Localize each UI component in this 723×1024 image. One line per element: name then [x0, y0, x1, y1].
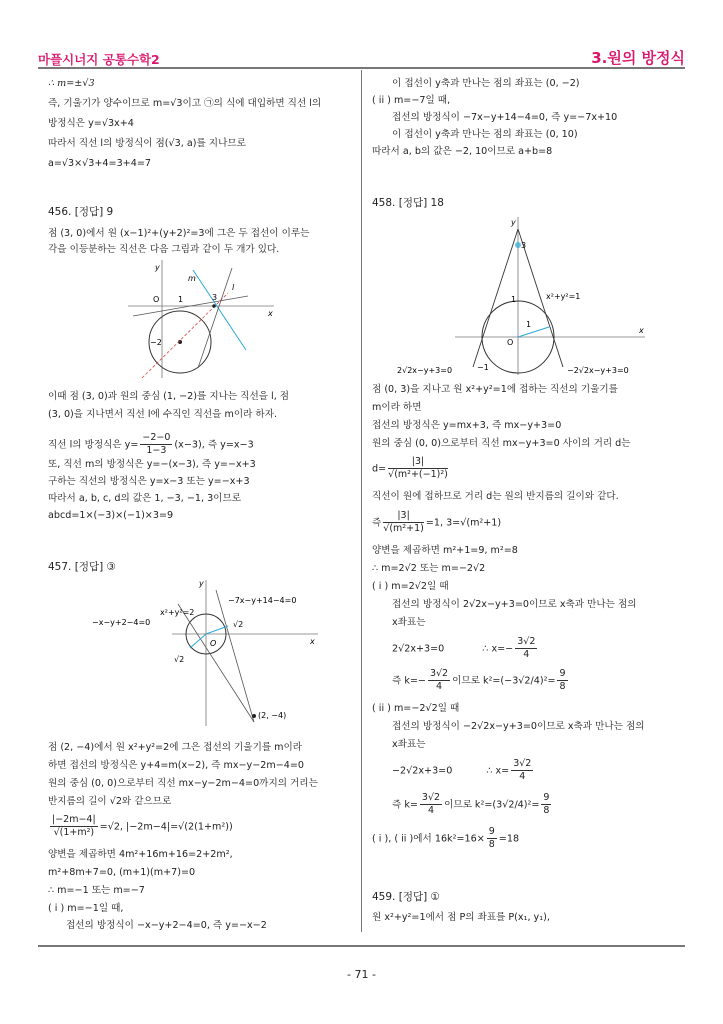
text-line: 직선 l의 방정식은 y=: [48, 439, 139, 451]
point-2-neg4: [252, 714, 256, 718]
figure-457: [88, 578, 320, 728]
text-line: 접선의 방정식이 2√2x−y+3=0이므로 x축과 만나는 점의: [392, 599, 637, 610]
text-line: 방정식은 y=√3x+4: [48, 118, 134, 129]
text-line: 즉, 기울기가 양수이므로 m=√3이고 ㉠의 식에 대입하면 직선 l의: [48, 98, 322, 109]
text-line: 이므로 k²=: [452, 675, 501, 687]
line-m: [193, 270, 246, 350]
fraction: $\frac{-2-0}{1-3}$: [142, 432, 171, 456]
text-line: ( ii ) m=−2√2일 때: [372, 703, 460, 714]
text-line: ∴ x=: [486, 765, 510, 777]
tick-neg1: −1: [477, 363, 489, 372]
text-line: 점 (3, 0)에서 원 (x−1)²+(y+2)²=3에 그은 두 접선이 이루는: [48, 228, 310, 239]
radius: [518, 327, 549, 337]
text-line: [392, 636, 539, 663]
line-right-label: −2√2x−y+3=0: [567, 366, 629, 375]
text-line: 2√2x+3=0: [392, 643, 445, 655]
text-line: 이때 점 (3, 0)과 원의 중심 (1, −2)를 지나는 직선을 l, 점: [48, 391, 290, 402]
text-line: (x−3), 즉 y=x−3: [174, 439, 254, 451]
text-line: ( i ), ( ii )에서 16k²=16×: [372, 833, 485, 845]
x-label: x: [268, 309, 273, 318]
tick-1: 1: [178, 295, 184, 304]
text-line: m²+8m+7=0, (m+1)(m+7)=0: [48, 867, 196, 878]
circle-label: x²+y²=2: [160, 608, 195, 617]
text-line: a=√3×√3+4=3+4=7: [48, 158, 151, 169]
text-line: [392, 758, 535, 785]
x-label: x: [639, 326, 644, 335]
text-line: 양변을 제곱하면 m²+1=9, m²=8: [372, 545, 518, 556]
line1-label: −7x−y+14−4=0: [228, 596, 297, 605]
text-line: [48, 814, 233, 841]
text-line: 접선의 방정식이 −x−y+2−4=0, 즉 y=−x−2: [66, 920, 267, 931]
text-line: 양변을 제곱하면 4m²+16m+16=2+2m²,: [48, 849, 233, 860]
text-line: 원의 중심 (0, 0)으로부터 직선 mx−y+3=0 사이의 거리 d는: [372, 438, 631, 449]
origin-label: O: [210, 639, 217, 648]
problem-456-title: 456. [정답] 9: [48, 206, 114, 218]
text-line: 따라서 직선 l의 방정식이 점(√3, a)를 지나므로: [48, 138, 246, 149]
fraction: $\frac{3√2}{4}$: [421, 792, 441, 816]
text-line: 이 접선이 y축과 만나는 점의 좌표는 (0, 10): [392, 129, 578, 140]
fraction: $\frac{3√2}{4}$: [513, 758, 532, 782]
fraction: $\frac{|3|}{\text{√(m²+1)}}$: [383, 510, 424, 534]
fraction: $\frac{3√2}{4}$: [517, 636, 536, 660]
sqrt2-label-b: √2: [174, 655, 185, 664]
tangent-m-neg7: [216, 590, 254, 722]
text-line: 하면 접선의 방정식은 y+4=m(x−2), 즉 mx−y−2m−4=0: [48, 760, 304, 771]
text-line: [392, 668, 570, 695]
y-label: y: [511, 218, 516, 227]
m-label: m: [188, 274, 196, 283]
text-line: 직선이 원에 접하므로 거리 d는 원의 반지름의 길이와 같다.: [372, 491, 619, 502]
fraction: $\frac{3√2}{4}$: [429, 668, 449, 692]
fraction: $\frac{9}{8}$: [543, 792, 550, 816]
fraction: $\frac{|3|}{\text{√(m²+(−1)²)}}$: [388, 456, 448, 480]
text-line: =√2, |−2m−4|=√(2(1+m²)): [99, 821, 233, 833]
text-line: 반지름의 길이 √2와 같으므로: [48, 796, 172, 807]
origin-label: O: [507, 338, 514, 347]
text-line: x좌표는: [392, 739, 426, 750]
line2-label: −x−y+2−4=0: [92, 618, 151, 627]
point-3-0: [212, 304, 216, 308]
text-line: 각을 이등분하는 직선은 다음 그림과 같이 두 개가 있다.: [48, 244, 280, 255]
column-divider: [361, 70, 362, 932]
text-line: 따라서 a, b의 값은 −2, 10이므로 a+b=8: [372, 146, 553, 157]
text-line: 또, 직선 m의 방정식은 y=−(x−3), 즉 y=−x+3: [48, 459, 256, 470]
text-line: 구하는 직선의 방정식은 y=x−3 또는 y=−x+3: [48, 476, 250, 487]
sqrt2-label-a: √2: [233, 620, 244, 629]
text-line: ∴ m=±√3: [48, 78, 95, 89]
tick-neg2: −2: [150, 338, 162, 347]
page-number: - 71 -: [347, 968, 376, 981]
text-line: =: [547, 675, 556, 687]
text-line: abcd=1×(−3)×(−1)×3=9: [48, 510, 174, 521]
fraction: $\frac{9}{8}$: [488, 826, 495, 850]
text-line: ∴ m=2√2 또는 m=−2√2: [372, 563, 486, 574]
text-line: ( i ) m=2√2일 때: [372, 581, 449, 592]
origin-label: O: [153, 295, 160, 304]
text-line: 즉 k=−: [392, 675, 426, 687]
footer-rule: [38, 945, 685, 947]
text-line: [372, 510, 501, 537]
point-label: (2, −4): [258, 711, 287, 720]
problem-459-title: 459. [정답] ①: [372, 891, 440, 903]
text-line: =1, 3=√(m²+1): [425, 517, 502, 529]
tick-3: 3: [212, 293, 218, 302]
chapter-title: 3.원의 방정식: [591, 49, 685, 67]
text-line: [392, 792, 553, 819]
book-title: 마플시너지 공통수학2: [38, 52, 160, 67]
text-line: 접선의 방정식이 −2√2x−y+3=0이므로 x축과 만나는 점의: [392, 721, 645, 732]
l-label: l: [232, 283, 235, 292]
text-line: =: [531, 799, 540, 811]
text-line: 점 (2, −4)에서 원 x²+y²=2에 그은 접선의 기울기를 m이라: [48, 742, 303, 753]
text-line: ∴ x=−: [482, 643, 514, 655]
text-line: 원 x²+y²=1에서 점 P의 좌표를 P(x₁, y₁),: [372, 912, 550, 923]
tick-3: 3: [521, 241, 527, 250]
text-line: 따라서 a, b, c, d의 값은 1, −3, −1, 3이므로: [48, 493, 241, 504]
tick-1b: 1: [526, 320, 532, 329]
header-rule: [38, 67, 685, 69]
text-line: 접선의 방정식은 y=mx+3, 즉 mx−y+3=0: [372, 420, 562, 431]
text-line: m이라 하면: [372, 402, 422, 413]
text-line: 즉 k=: [392, 799, 418, 811]
tick-1: 1: [511, 295, 517, 304]
text-line: [372, 456, 450, 483]
y-label: y: [199, 579, 204, 588]
problem-457-title: 457. [정답] ③: [48, 561, 116, 573]
figure-458: [395, 215, 650, 380]
text-line: ∴ m=−1 또는 m=−7: [48, 885, 145, 896]
x-label: x: [310, 637, 315, 646]
text-line: ( ii ) m=−7일 때,: [372, 95, 451, 106]
text-line: 즉: [372, 517, 382, 529]
circle-label: x²+y²=1: [546, 292, 581, 301]
text-line: x좌표는: [392, 617, 426, 628]
text-line: 접선의 방정식이 −7x−y+14−4=0, 즉 y=−7x+10: [392, 112, 618, 123]
text-line: 이 접선이 y축과 만나는 점의 좌표는 (0, −2): [392, 78, 580, 89]
text-line: =18: [498, 833, 520, 845]
fraction: $\frac{|-2m-4|}{\text{√(1+m²)}}$: [52, 814, 96, 838]
line-left-label: 2√2x−y+3=0: [397, 366, 453, 375]
radius-1: [206, 626, 228, 634]
text-line: −2√2x+3=0: [392, 765, 453, 777]
text-line: 원의 중심 (0, 0)으로부터 직선 mx−y−2m−4=0까지의 거리는: [48, 778, 318, 789]
text-line: (−3√2/4)²: [500, 675, 548, 687]
text-line: [372, 826, 519, 853]
text-line: [48, 432, 254, 458]
fraction: $\frac{9}{8}$: [559, 668, 566, 692]
y-label: y: [155, 263, 160, 272]
text-line: ( i ) m=−1일 때,: [48, 903, 124, 914]
figure-456: [128, 258, 278, 380]
text-line: (3√2/4)²: [492, 799, 532, 811]
text-line: d=: [372, 463, 387, 475]
text-line: 점 (0, 3)을 지나고 원 x²+y²=1에 접하는 직선의 기울기를: [372, 384, 618, 395]
text-line: 이므로 k²=: [444, 799, 493, 811]
problem-458-title: 458. [정답] 18: [372, 197, 444, 209]
text-line: (3, 0)을 지나면서 직선 l에 수직인 직선을 m이라 하자.: [48, 409, 278, 420]
radius-2: [190, 634, 206, 648]
